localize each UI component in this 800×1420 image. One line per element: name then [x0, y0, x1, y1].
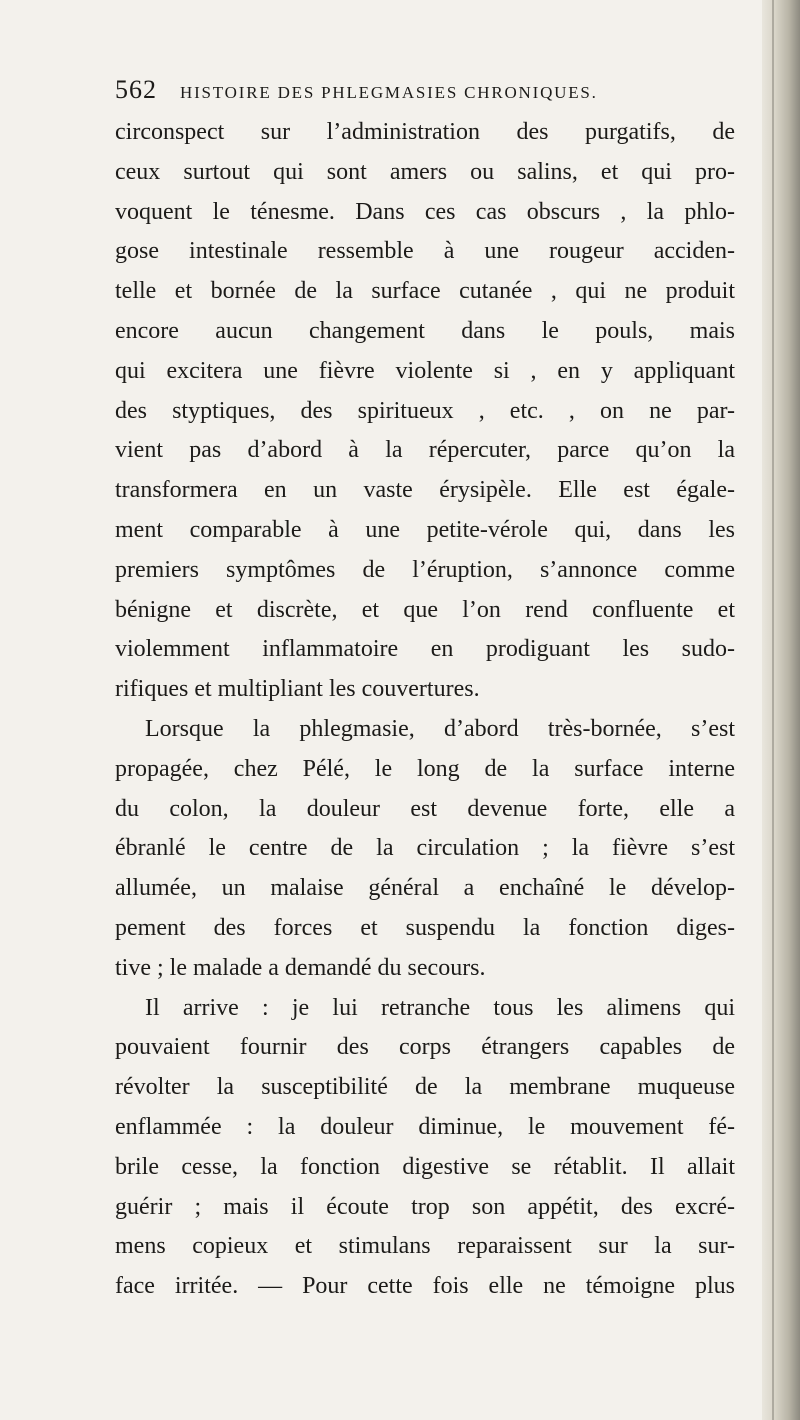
text-line: encore aucun changement dans le pouls, mais — [115, 317, 735, 344]
body-text — [115, 113, 735, 1307]
text-line: ébranlé le centre de la circulation ; la fièvre s’est — [115, 835, 735, 862]
text-line: bénigne et discrète, et que l’on rend confluente et — [115, 596, 735, 623]
text-line: Lorsque la phlegmasie, d’abord très-bornée, s’est — [145, 715, 735, 742]
text-line: rifiques et multipliant les couvertures. — [115, 676, 480, 703]
text-line: brile cesse, la fonction digestive se rétablit. Il allait — [115, 1153, 735, 1180]
text-line: violemment inflammatoire en prodiguant les sudo- — [115, 636, 735, 663]
text-line: mens copieux et stimulans reparaissent sur la sur- — [115, 1233, 735, 1260]
text-line: Il arrive : je lui retranche tous les alimens qui — [145, 994, 735, 1021]
text-line: enflammée : la douleur diminue, le mouvement fé- — [115, 1113, 735, 1140]
text-line: propagée, chez Pélé, le long de la surface interne — [115, 755, 735, 782]
text-line: transformera en un vaste érysipèle. Elle est égale- — [115, 477, 735, 504]
text-line: révolter la susceptibilité de la membrane muqueuse — [115, 1074, 735, 1101]
text-line: voquent le ténesme. Dans ces cas obscurs , la phlo- — [115, 198, 735, 225]
text-line: allumée, un malaise général a enchaîné le dévelop- — [115, 875, 735, 902]
text-line: face irritée. — Pour cette fois elle ne témoigne plus — [115, 1273, 735, 1300]
running-head — [115, 70, 715, 110]
text-line: guérir ; mais il écoute trop son appétit, des excré- — [115, 1193, 735, 1220]
page-number: 562 — [115, 75, 157, 104]
text-line: ment comparable à une petite-vérole qui, dans les — [115, 516, 735, 543]
text-line: premiers symptômes de l’éruption, s’annonce comme — [115, 556, 735, 583]
running-head-title: HISTOIRE DES PHLEGMASIES CHRONIQUES. — [180, 83, 598, 102]
text-line: qui excitera une fièvre violente si , en y appliquant — [115, 357, 735, 384]
page-edge-shadow — [762, 0, 800, 1420]
text-line: pouvaient fournir des corps étrangers capables de — [115, 1034, 735, 1061]
page-gutter-line — [772, 0, 774, 1420]
text-line: vient pas d’abord à la répercuter, parce qu’on la — [115, 437, 735, 464]
text-line: pement des forces et suspendu la fonction diges- — [115, 914, 735, 941]
text-line: du colon, la douleur est devenue forte, elle a — [115, 795, 735, 822]
text-line: circonspect sur l’administration des purgatifs, de — [115, 119, 735, 145]
text-line: des styptiques, des spiritueux , etc. , on ne par- — [115, 397, 735, 424]
text-line: gose intestinale ressemble à une rougeur acciden- — [115, 238, 735, 265]
text-line: ceux surtout qui sont amers ou salins, et qui pro- — [115, 158, 735, 185]
text-line: tive ; le malade a demandé du secours. — [115, 954, 486, 981]
text-line: telle et bornée de la surface cutanée , qui ne produit — [115, 278, 735, 305]
